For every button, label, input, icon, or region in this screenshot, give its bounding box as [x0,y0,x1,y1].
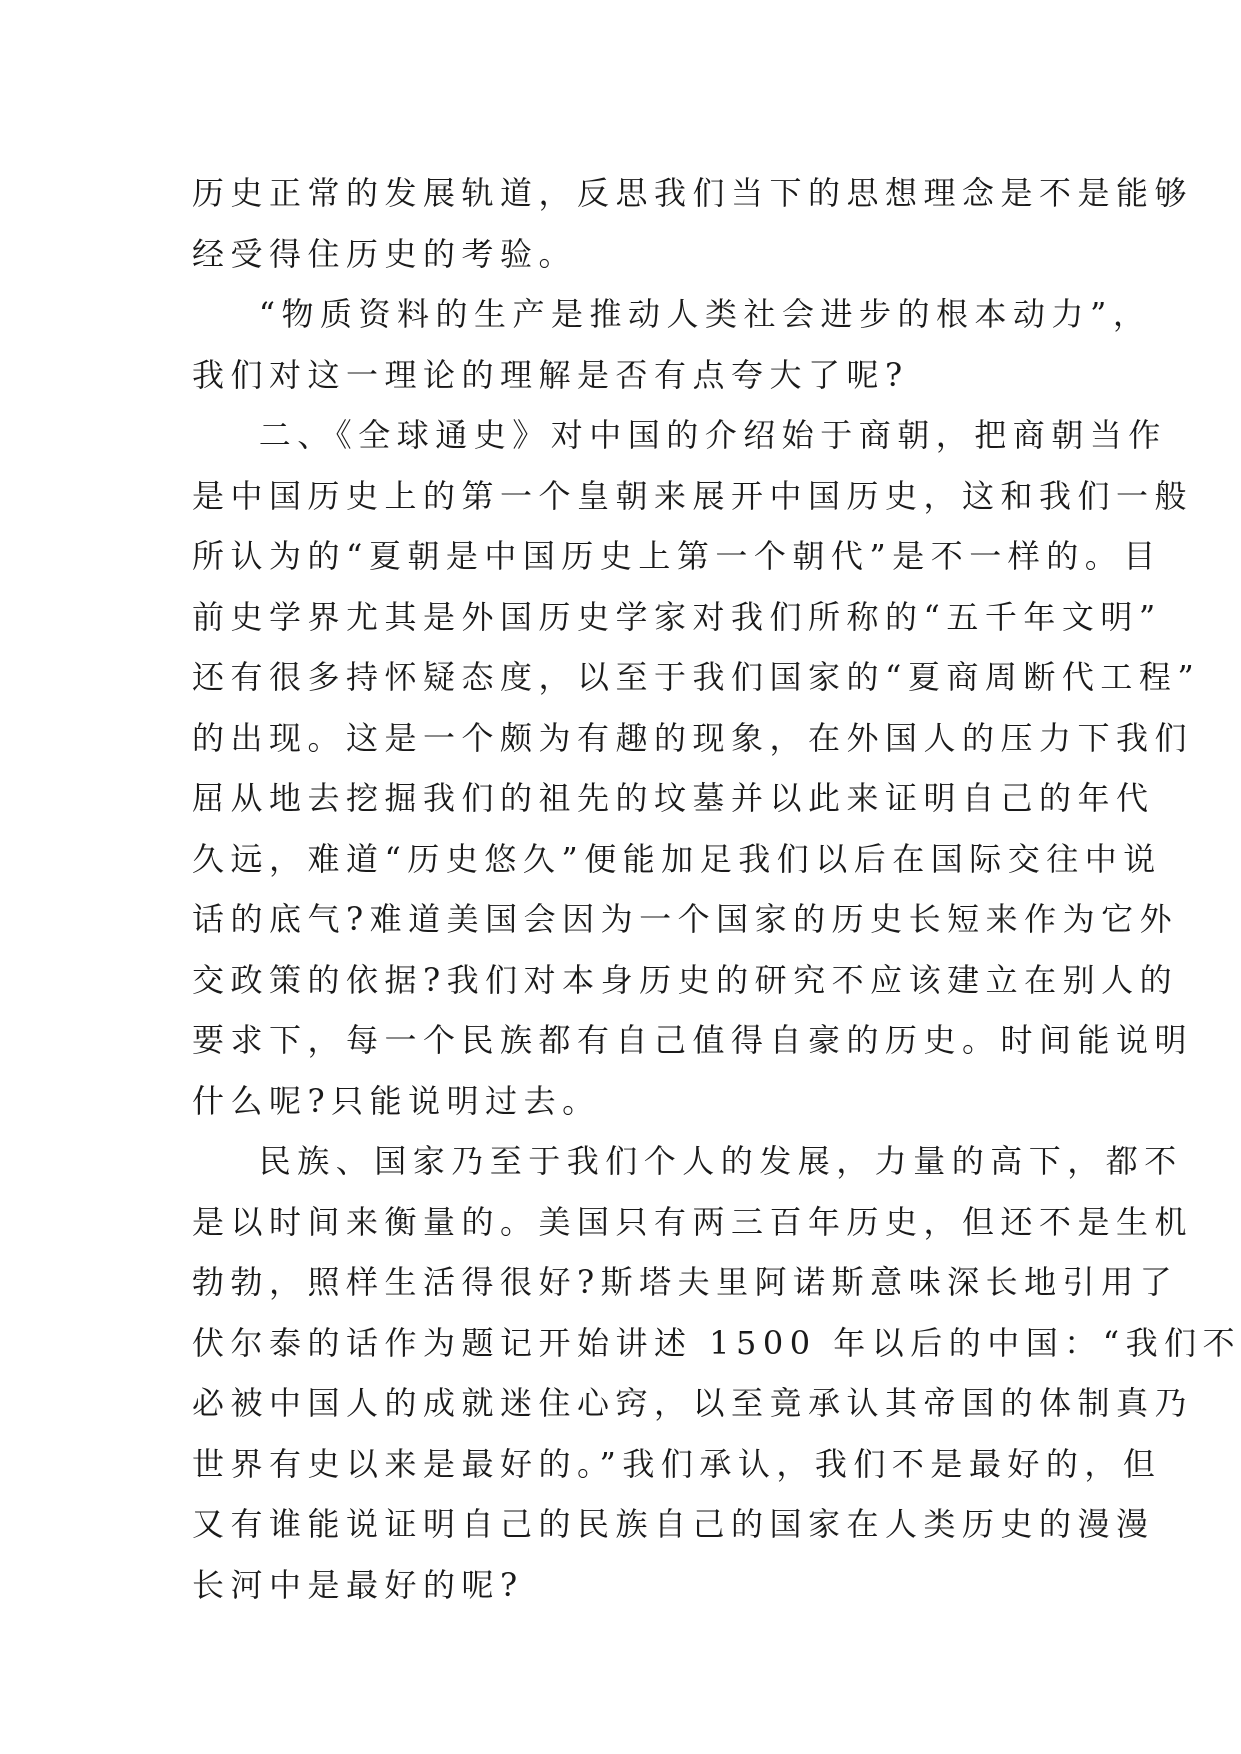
text-line: 是中国历史上的第一个皇朝来展开中国历史，这和我们一般 [192,476,1194,515]
text-line: 还有很多持怀疑态度，以至于我们国家的“夏商周断代工程” [192,658,1201,696]
text-line: 是以时间来衡量的。美国只有两三百年历史，但还不是生机 [192,1202,1194,1241]
text-line: 勃勃，照样生活得很好?斯塔夫里阿诺斯意味深长地引用了 [192,1263,1179,1301]
text-line: “物质资料的生产是推动人类社会进步的根本动力”， [192,295,1152,333]
body-text [192,163,1241,1615]
text-line: 必被中国人的成就迷住心窍，以至竟承认其帝国的体制真乃 [192,1384,1194,1422]
text-line: 交政策的依据?我们对本身历史的研究不应该建立在别人的 [192,960,1179,999]
text-line: 伏尔泰的话作为题记开始讲述 1500 年以后的中国：“我们不 [192,1323,1241,1362]
text-line: 什么呢?只能说明过去。 [192,1081,601,1120]
text-line: 二、《全球通史》对中国的介绍始于商朝，把商朝当作 [192,416,1167,454]
text-line: 所认为的“夏朝是中国历史上第一个朝代”是不一样的。目 [192,537,1162,575]
text-line: 话的底气?难道美国会因为一个国家的历史长短来作为它外 [192,900,1179,938]
text-line: 要求下，每一个民族都有自己值得自豪的历史。时间能说明 [192,1021,1194,1059]
text-line: 历史正常的发展轨道，反思我们当下的思想理念是不是能够 [192,174,1194,212]
text-line: 屈从地去挖掘我们的祖先的坟墓并以此来证明自己的年代 [192,779,1155,817]
text-line: 民族、国家乃至于我们个人的发展，力量的高下，都不 [192,1142,1183,1180]
text-line: 久远，难道“历史悠久”便能加足我们以后在国际交往中说 [192,839,1162,878]
text-line: 前史学界尤其是外国历史学家对我们所称的“五千年文明” [192,597,1162,636]
text-line: 经受得住历史的考验。 [192,234,578,273]
text-line: 的出现。这是一个颇为有趣的现象，在外国人的压力下我们 [192,718,1194,757]
text-line: 长河中是最好的呢? [192,1565,524,1604]
text-line: 世界有史以来是最好的。”我们承认，我们不是最好的，但 [192,1444,1162,1483]
text-line: 又有谁能说证明自己的民族自己的国家在人类历史的漫漫 [192,1505,1155,1543]
text-line: 我们对这一理论的理解是否有点夸大了呢? [192,355,909,394]
